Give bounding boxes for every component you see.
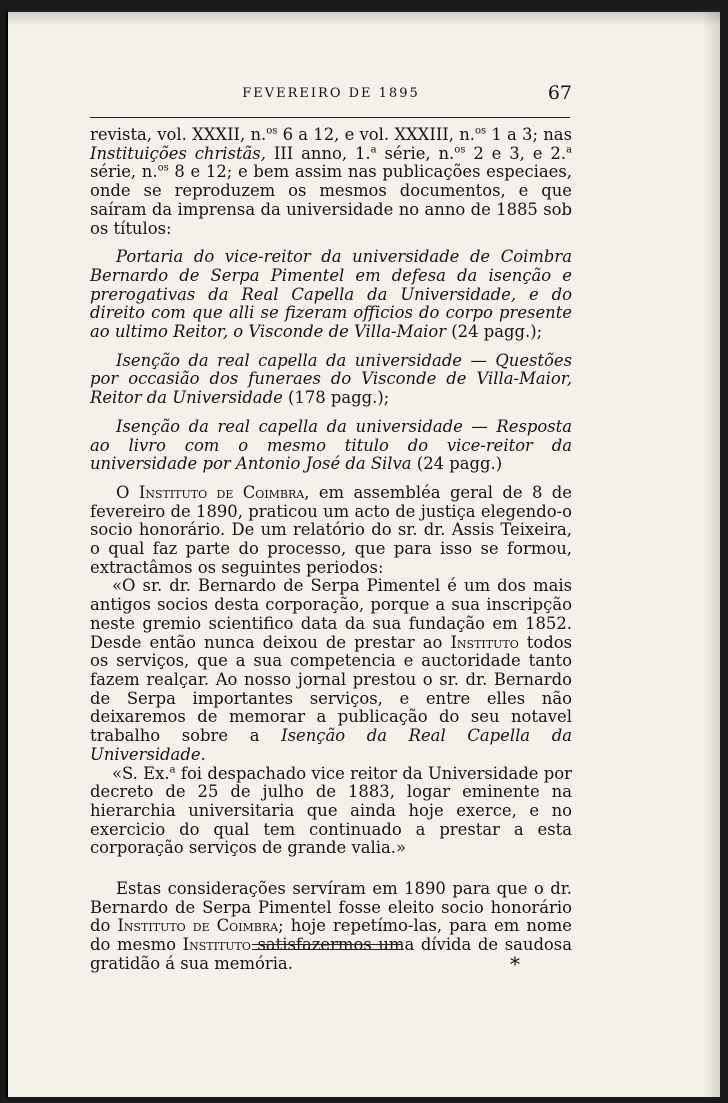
page-number: 67 [547,82,572,104]
quote-paragraph-1: «O sr. dr. Bernardo de Serpa Pimentel é um dos mais antigos socios desta corporação, porque a sua inscripção neste gremio scientifico data da sua fundação em 1852. Desde então nunca deixou de prestar ao Instituto todos os serviços, que a sua competencia e auctoridade tanto fazem realçar. Ao nosso jornal prestou o sr. dr. Bernardo de Serpa importantes serviços, e entre elles não deixaremos de memorar a publicação do seu notavel trabalho sobre a Isenção da Real Capella da Universidade. [90,576,572,764]
paragraph-1: revista, vol. XXXII, n.$^{os}$ 6 a 12, e vol. XXXIII, n.$^{os}$ 1 a 3; nas Instituições christãs, III anno, 1.$^a$ série, n.$^{os}$ 2 e 3, e 2.$^a$ série, n.$^{os}$ 8 e 12; e bem assim nas publicações especiaes, onde se reproduzem os mesmos documentos, e que saíram da imprensa da universidade no anno de 1885 sob os títulos: [90,125,572,238]
quote-paragraph-2: «S. Ex.$^a$ foi despachado vice reitor da Universidade por decreto de 25 de julho de 1883, logar eminente na hierarchia universitaria que ainda hoje exerce, e no exercicio do qual tem continuado a prestar a esta corporação serviços de grande valia.» [90,763,573,858]
text-body [90,126,572,974]
ornamental-double-rule [252,944,402,950]
signature-mark: * [510,952,520,976]
paragraph-title-isencao-2: Isenção da real capella da universidade — Resposta ao livro com o mesmo titulo do vice-reitor da universidade por Antonio José da Silva (24 pagg.) [90,416,572,474]
paragraph-title-portaria: Portaria do vice-reitor da universidade de Coimbra Bernardo de Serpa Pimentel em defesa da isenção e prerogativas da Real Capella da Universidade, e do direito com que alli se fizeram officios do corpo presente ao ultimo Reitor, o Visconde de Villa-Maior (24 pagg.); [90,247,572,342]
paragraph-title-isencao-1: Isenção da real capella da universidade — Questões por occasião dos funeraes do Visconde de Villa-Maior, Reitor da Universidade (178 pagg.); [90,350,572,408]
page-top-shadow [8,12,720,26]
paragraph-instituto: O Instituto de Coimbra, em assembléa geral de 8 de fevereiro de 1890, praticou um acto de justiça elegendo-o socio honorário. De um relatório do sr. dr. Assis Teixeira, o qual faz parte do processo, que para isso se formou, extractâmos os seguintes periodos: [90,482,572,577]
page-edge-shadow [702,12,720,1097]
running-title: FEVEREIRO DE 1895 [242,86,420,101]
header-rule [90,117,570,118]
paragraph-closing: Estas considerações servíram em 1890 para que o dr. Bernardo de Serpa Pimentel fosse eleito socio honorário do Instituto de Coimbra; hoje repetímo-las, para em nome do mesmo Instituto satisfazermos uma dívida de saudosa gratidão á sua memória. [90,879,573,973]
